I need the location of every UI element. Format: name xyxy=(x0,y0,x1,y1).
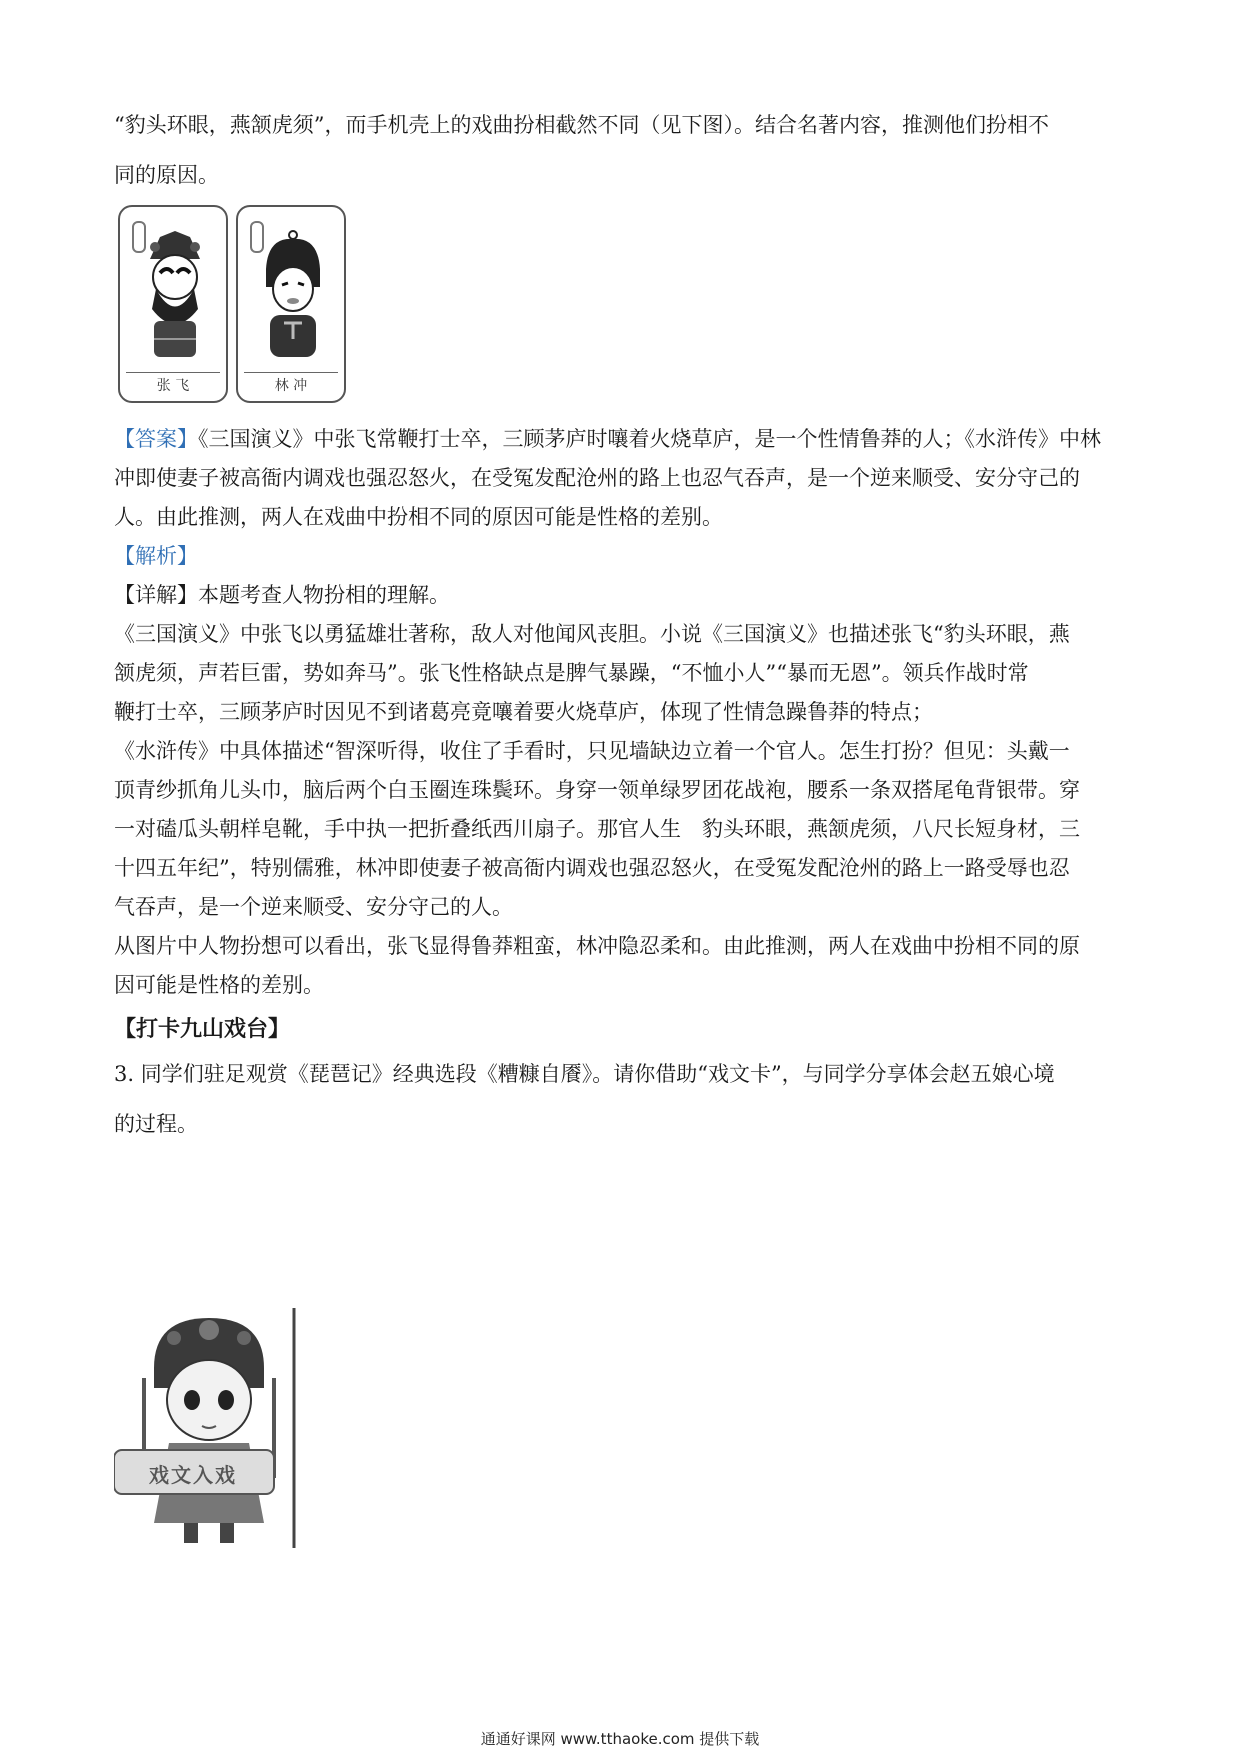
answer-line: 【答案】《三国演义》中张飞常鞭打士卒，三顾茅庐时嚷着火烧草庐，是一个性情鲁莽的人；《水浒传》中林 xyxy=(114,427,1101,451)
question-line: 的过程。 xyxy=(114,1112,198,1136)
linchong-mask-icon xyxy=(258,229,328,364)
analysis-tag: 【解析】 xyxy=(114,544,198,568)
intro-line: “豹头环眼，燕颔虎须”，而手机壳上的戏曲扮相截然不同（见下图）。结合名著内容，推测他们扮相不 xyxy=(114,113,1049,137)
detail-line: 《三国演义》中张飞以勇猛雄壮著称，敌人对他闻风丧胆。小说《三国演义》也描述张飞“豹头环眼，燕 xyxy=(114,622,1070,646)
detail-line: 十四五年纪”，特别儒雅，林冲即使妻子被高衙内调戏也强忍怒火，在受冤发配沧州的路上一路受辱也忍 xyxy=(114,856,1070,880)
phone-case-zhangfei xyxy=(118,205,228,403)
zhangfei-mask-icon xyxy=(140,229,210,364)
detail-line: 鞭打士卒，三顾茅庐时因见不到诸葛亮竟嚷着要火烧草庐，体现了性情急躁鲁莽的特点； xyxy=(114,700,933,724)
answer-line: 人。由此推测，两人在戏曲中扮相不同的原因可能是性格的差别。 xyxy=(114,505,723,529)
answer-line: 冲即使妻子被高衙内调戏也强忍怒火，在受冤发配沧州的路上也忍气吞声，是一个逆来顺受、安分守己的 xyxy=(114,466,1080,490)
detail-line: 《水浒传》中具体描述“智深听得，收住了手看时，只见墙缺边立着一个官人。怎生打扮？但见：头戴一 xyxy=(114,739,1070,763)
detail-line: 从图片中人物扮想可以看出，张飞显得鲁莽粗蛮，林冲隐忍柔和。由此推测，两人在戏曲中扮相不同的原 xyxy=(114,934,1080,958)
detail-heading: 【详解】本题考查人物扮相的理解。 xyxy=(114,583,450,607)
phone-case-linchong xyxy=(236,205,346,403)
detail-line: 因可能是性格的差别。 xyxy=(114,973,324,997)
detail-line: 顶青纱抓角儿头巾，脑后两个白玉圈连珠鬓环。身穿一领单绿罗团花战袍，腰系一条双搭尾龟背银带。穿 xyxy=(114,778,1080,802)
phone-label-linchong: 林 冲 xyxy=(274,378,308,394)
detail-label: 【详解】 xyxy=(114,583,198,607)
detail-line: 颔虎须，声若巨雷，势如奔马”。张飞性格缺点是脾气暴躁，“不恤小人”“暴而无恩”。领兵作战时常 xyxy=(114,661,1029,685)
answer-block xyxy=(114,420,1130,1149)
card-text: 戏文入戏 xyxy=(149,1463,237,1487)
detail-line: 气吞声，是一个逆来顺受、安分守己的人。 xyxy=(114,895,513,919)
phone-case-figure xyxy=(118,205,348,401)
answer-tag: 【答案】 xyxy=(114,427,198,451)
opera-girl-illustration xyxy=(114,1308,304,1548)
footer: 通通好课网 www.tthaoke.com 提供下载 xyxy=(480,1730,760,1748)
intro-line: 同的原因。 xyxy=(114,163,219,187)
section-title: 【打卡九山戏台】 xyxy=(114,1016,291,1042)
intro-block xyxy=(114,100,1130,200)
phone-label-zhangfei: 张 飞 xyxy=(156,378,190,394)
question-line: 3. 同学们驻足观赏《琵琶记》经典选段《糟糠自餍》。请你借助“戏文卡”，与同学分享体会赵五娘心境 xyxy=(114,1062,1055,1086)
detail-line: 一对磕瓜头朝样皂靴，手中执一把折叠纸西川扇子。那官人生 豹头环眼，燕颔虎须，八尺长短身材，三 xyxy=(114,817,1080,841)
